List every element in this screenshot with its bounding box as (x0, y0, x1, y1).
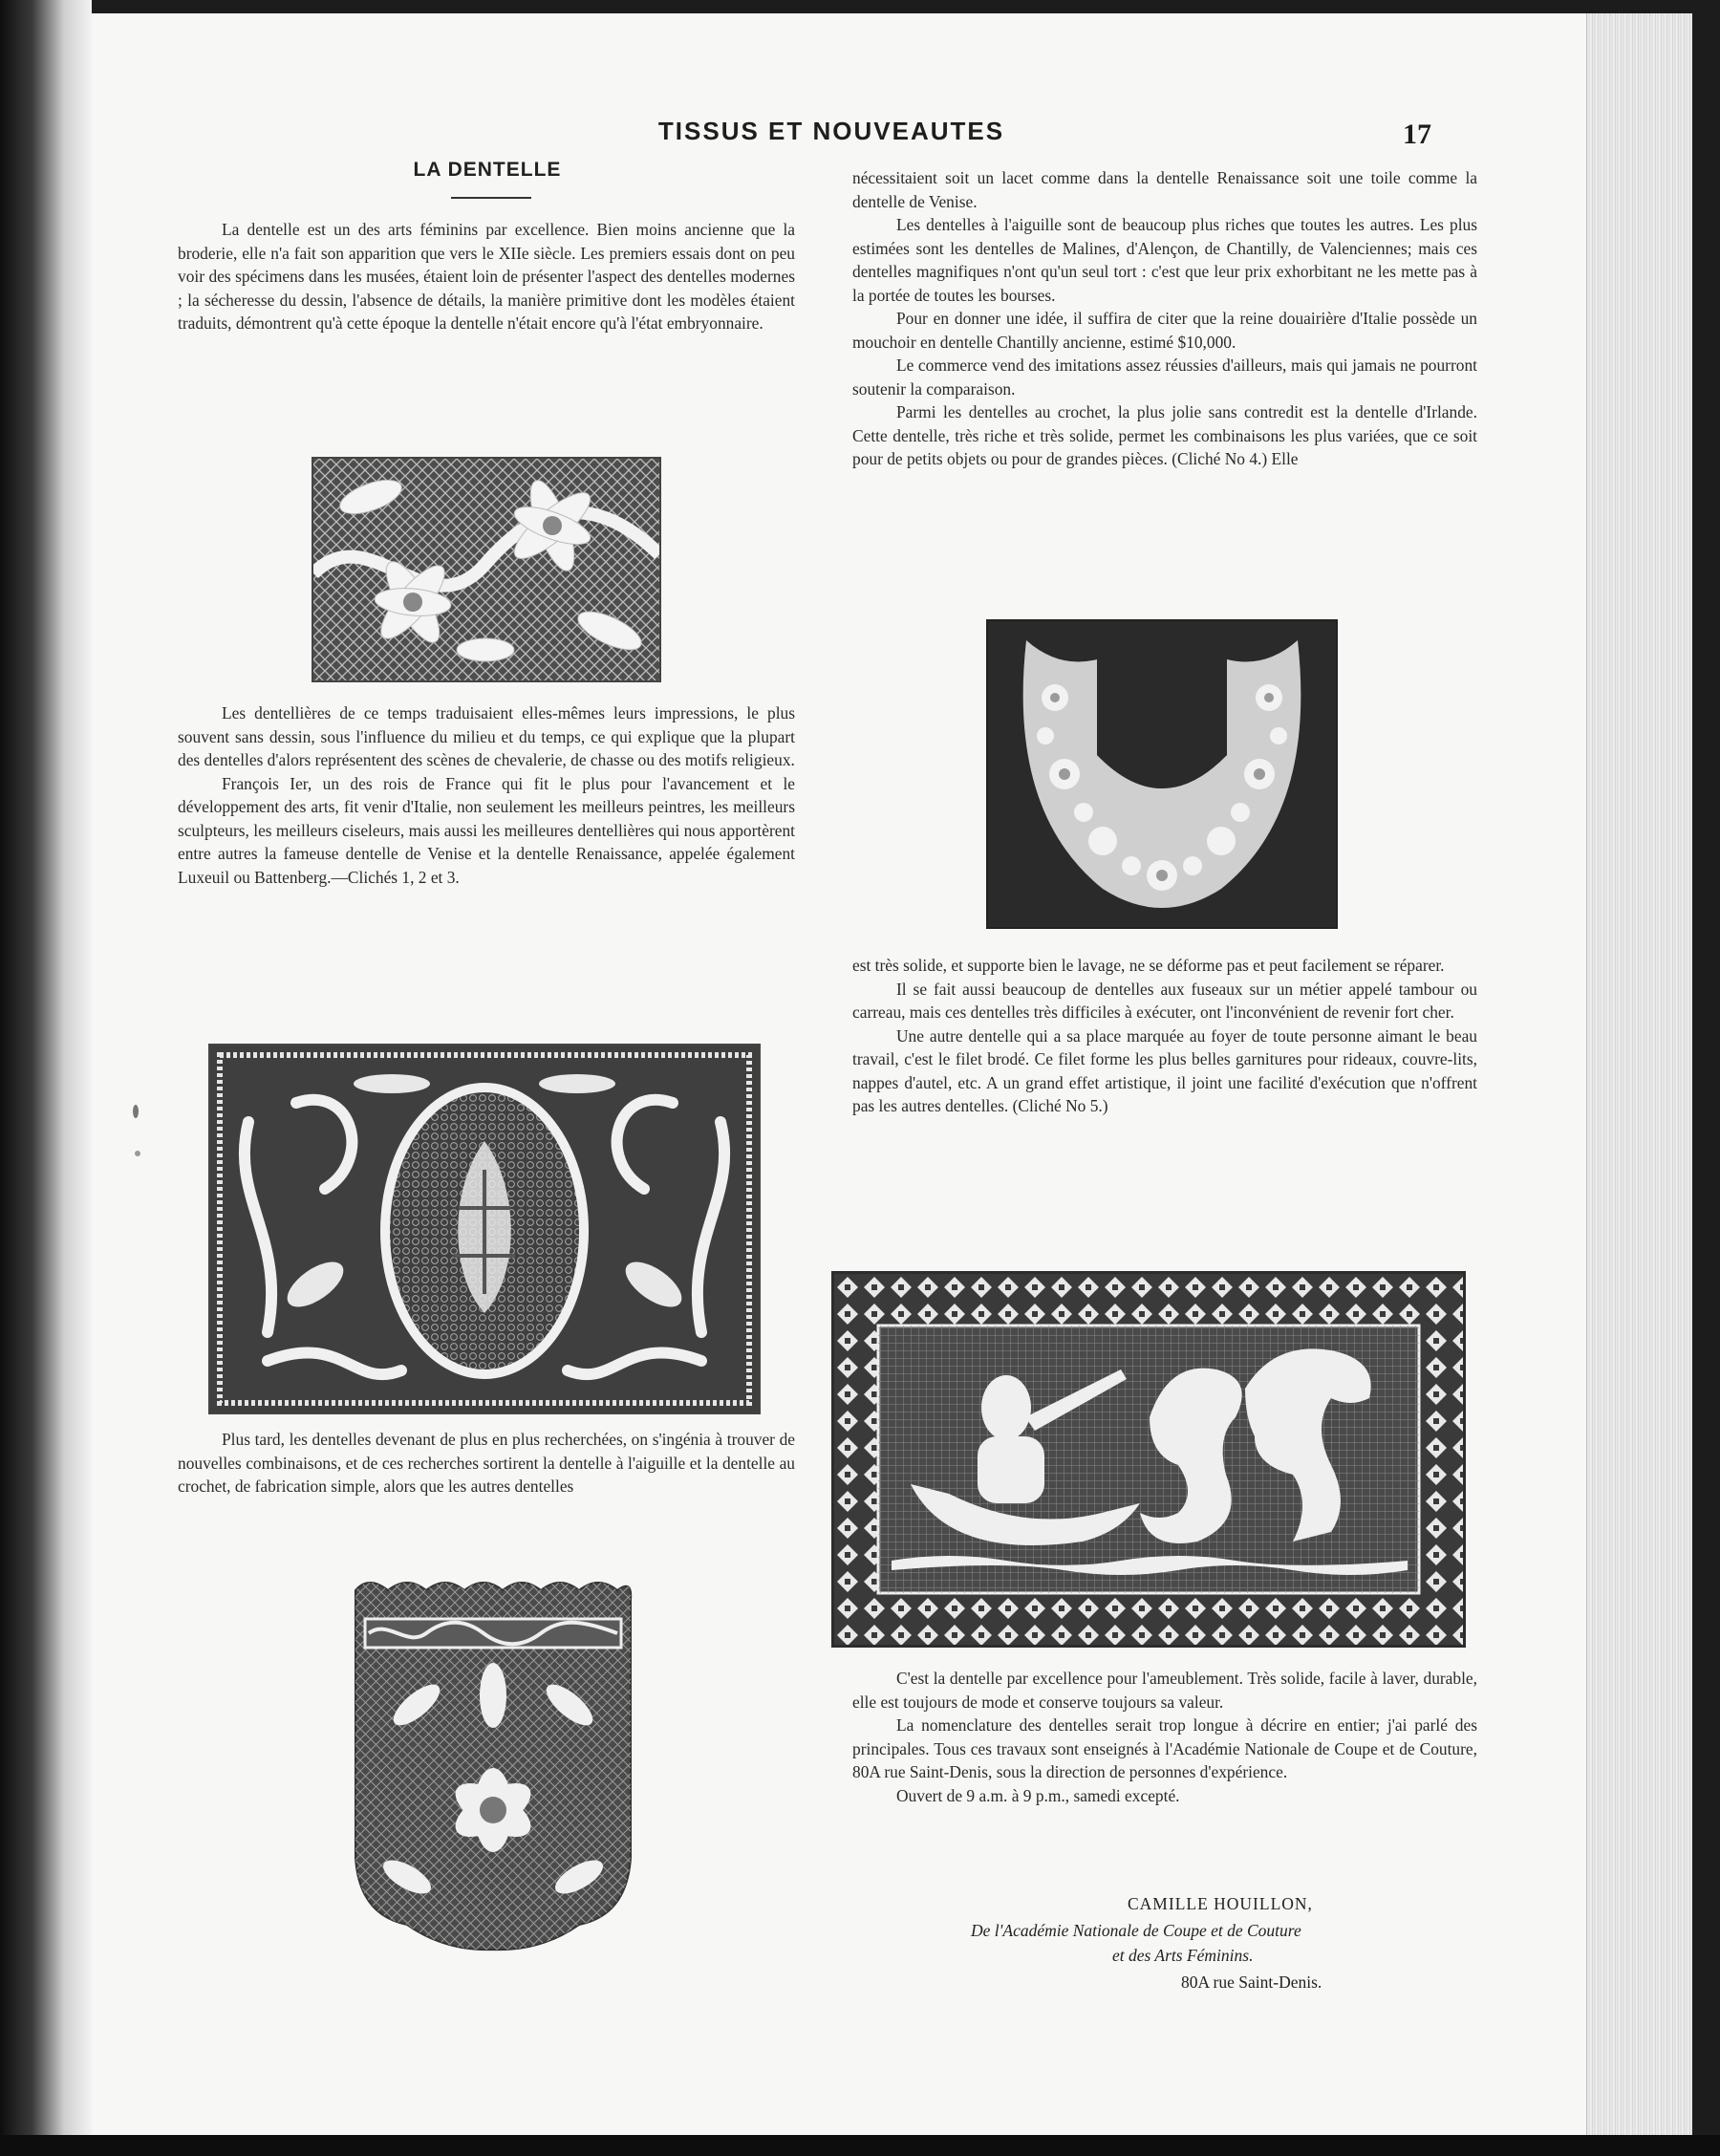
lace-scroll-panel-icon (210, 1046, 759, 1412)
author-name: CAMILLE HOUILLON, (1128, 1894, 1313, 1913)
left-text-block-1 (178, 218, 795, 335)
paragraph: La dentelle est un des arts féminins par excellence. Bien moins ancienne que la broderie, elle n'a fait son apparition que vers le XIIe siècle. Les premiers essais dont on peu voir des spécimens dans les musées, étaient loin de présenter l'aspect des dentelles modernes ; la sécheresse du dessin, l'absence de détails, la manière primitive dont les modèles étaient traduits, démontrent qu'à cette époque la dentelle n'était encore qu'à l'état embryonnaire. (178, 220, 795, 333)
paragraph: La nomenclature des dentelles serait trop longue à décrire en entier; j'ai parlé des principales. Tous ces travaux sont enseignés à l'Académie Nationale de Coupe et de Couture, 80A rue Saint-Denis, sous la direction de personnes d'expérience. (852, 1715, 1477, 1781)
paragraph: est très solide, et supporte bien le lavage, ne se déforme pas et peut facilement se réparer. (852, 956, 1445, 975)
lace-pocket-icon (350, 1571, 636, 1953)
paragraph: C'est la dentelle par excellence pour l'ameublement. Très solide, facile à laver, durable, elle est toujours de mode et conserve toujours sa valeur. (852, 1669, 1477, 1712)
running-title: TISSUS ET NOUVEAUTES (657, 117, 1005, 145)
paragraph: Les dentelles à l'aiguille sont de beaucoup plus riches que toutes les autres. Les plus estimées sont les dentelles de Malines, d'Alençon, de Chantilly, de Valenciennes; mais ces dentelles magnifiques n'ont qu'un seul tort : c'est que leur prix exhorbitant ne les mette pas à la portée de toutes les bourses. (852, 215, 1477, 305)
figure-battenberg-pocket (350, 1571, 636, 1953)
figure-venise-lace (312, 457, 661, 682)
right-text-block-2 (852, 954, 1477, 1118)
article-title: LA DENTELLE (413, 159, 562, 181)
dust-specks (130, 1104, 143, 1161)
left-text-block-2 (178, 701, 795, 889)
page-edges (1586, 13, 1692, 2135)
paragraph: François Ier, un des rois de France qui fit le plus pour l'avancement et le développement des arts, fit venir d'Italie, non seulement les meilleurs peintres, les meilleurs sculpteurs, les meilleurs ciseleurs, mais aussi les meilleures dentellières qui nous apportèrent entre autres la fameuse dentelle de Venise et la dentelle Renaissance, appelée également Luxeuil ou Battenberg.—Clichés 1, 2 et 3. (178, 773, 795, 887)
scan-bottom-border (0, 2135, 1720, 2156)
figure-filet-brode (831, 1271, 1466, 1648)
paragraph: Le commerce vend des imitations assez réussies d'ailleurs, mais qui jamais ne pourront soutenir la comparaison. (852, 356, 1477, 399)
paragraph: Parmi les dentelles au crochet, la plus jolie sans contredit est la dentelle d'Irlande. Cette dentelle, très riche et très solide, permet les combinaisons les plus variées, que ce soit pour de petits objets ou pour de grandes pièces. (Cliché No 4.) Elle (852, 402, 1477, 468)
author-affiliation-2: et des Arts Féminins. (1112, 1946, 1254, 1965)
paragraph: Il se fait aussi beaucoup de dentelles aux fuseaux sur un métier appelé tambour ou carreau, mais ces dentelles très difficiles à exécuter, ont l'inconvénient de revenir fort cher. (852, 979, 1477, 1022)
figure-renaissance-lace (208, 1044, 761, 1414)
figure-irish-crochet-collar (986, 619, 1338, 929)
paragraph: Une autre dentelle qui a sa place marquée au foyer de toute personne aimant le beau travail, c'est le filet brodé. Ce filet forme les plus belles garnitures pour rideaux, couvre-lits, nappes d'autel, etc. A un grand effet artistique, il joint une facilité d'exécution que n'offrent pas les autres dentelles. (Cliché No 5.) (852, 1025, 1477, 1115)
paragraph: Ouvert de 9 a.m. à 9 p.m., samedi excepté. (896, 1785, 1180, 1805)
paragraph: Plus tard, les dentelles devenant de plus en plus recherchées, on s'ingénia à trouver de nouvelles combinaisons, et de ces recherches sortirent la dentelle à l'aiguille et la dentelle au crochet, de fabrication simple, alors que les autres dentelles (178, 1430, 795, 1496)
filet-neptune-seahorses-icon (834, 1274, 1463, 1645)
right-text-block-1 (852, 166, 1477, 471)
paragraph: nécessitaient soit un lacet comme dans la dentelle Renaissance soit une toile comme la dentelle de Venise. (852, 168, 1477, 211)
left-text-block-3 (178, 1428, 795, 1498)
lace-collar-icon (988, 621, 1336, 927)
paragraph: Les dentellières de ce temps traduisaient elles-mêmes leurs impressions, le plus souvent sans dessin, sous l'influence du milieu et du temps, ce qui explique que la plupart des dentelles d'alors représentent des scènes de chevalerie, de chasse ou des motifs religieux. (178, 703, 795, 769)
paragraph: Pour en donner une idée, il suffira de citer que la reine douairière d'Italie possède un mouchoir en dentelle Chantilly ancienne, estimé $10,000. (852, 309, 1477, 352)
author-address: 80A rue Saint-Denis. (1181, 1973, 1322, 1992)
title-rule (451, 197, 531, 199)
right-text-block-3 (852, 1667, 1477, 1807)
book-gutter-shadow (0, 0, 92, 2156)
author-affiliation: De l'Académie Nationale de Coupe et de Couture (971, 1921, 1301, 1940)
page-number: 17 (1403, 119, 1431, 150)
lace-flower-panel-icon (313, 459, 659, 680)
